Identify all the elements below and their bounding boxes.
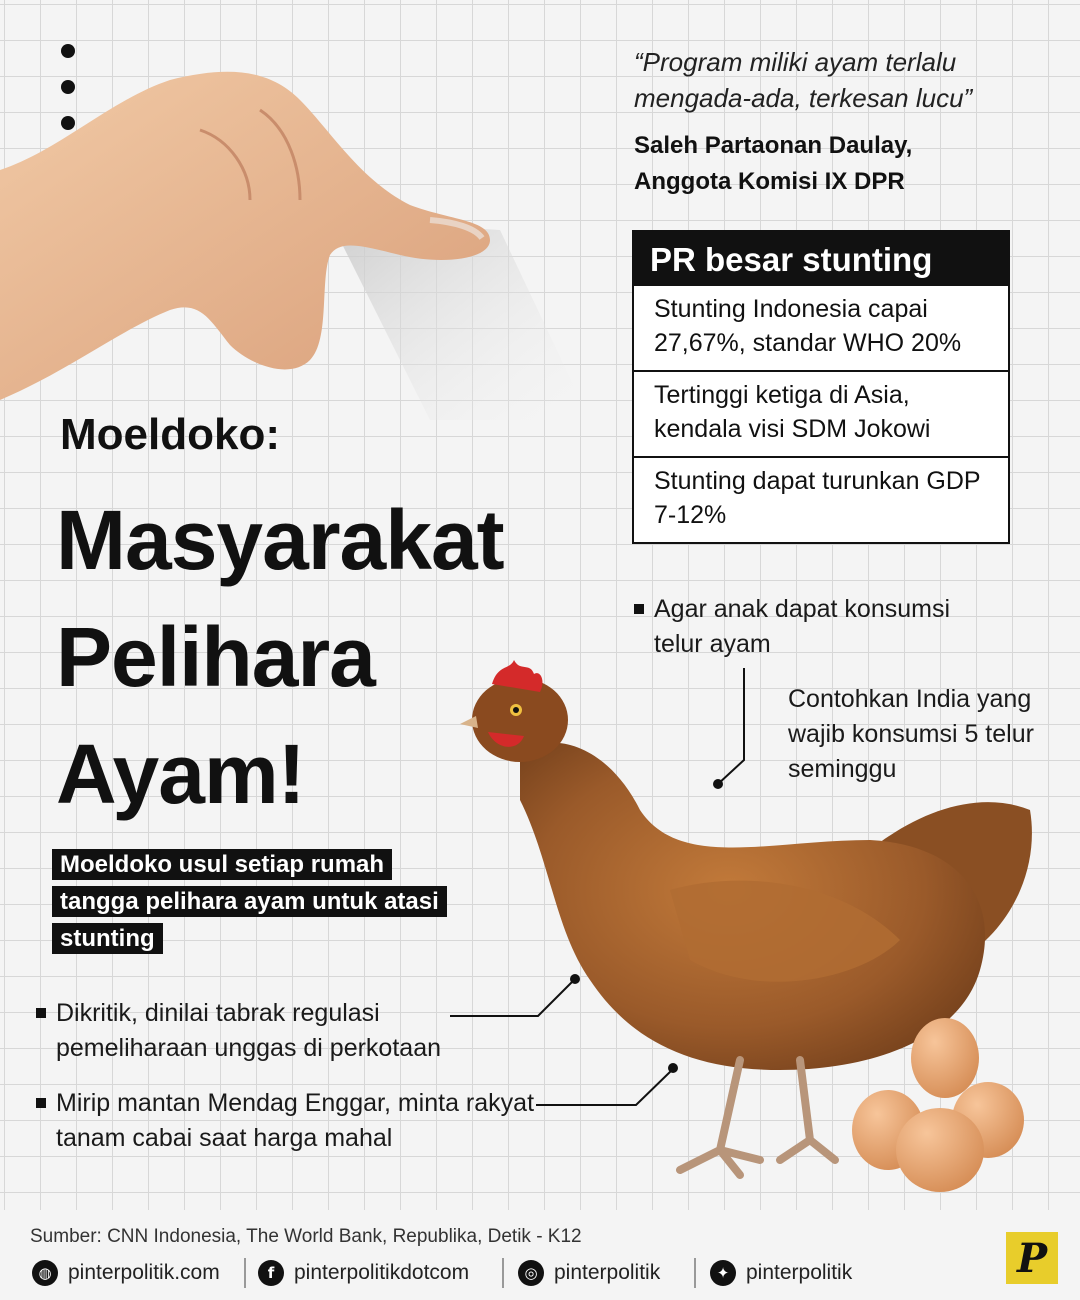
social-facebook-link[interactable] — [258, 1258, 469, 1288]
pr-box-title: PR besar stunting — [634, 232, 1008, 284]
summary-block — [52, 846, 452, 957]
summary-text: Moeldoko usul setiap rumah tangga pelihara ayam untuk atasi stunting — [52, 849, 447, 954]
callout-egg — [634, 592, 954, 662]
pr-box-item: Stunting dapat turunkan GDP 7-12% — [634, 456, 1008, 542]
bullet-square-icon — [36, 1098, 46, 1108]
headline-line: Ayam! — [56, 727, 305, 821]
bullet-square-icon — [634, 604, 644, 614]
quote-text: “Program miliki ayam terlalu mengada-ada, terkesan lucu” — [634, 47, 973, 113]
social-instagram-label: pinterpolitik — [554, 1261, 661, 1284]
instagram-icon: ◎ — [518, 1260, 544, 1286]
quote-author-name: Saleh Partaonan Daulay, — [634, 132, 913, 159]
pr-box-item: Stunting Indonesia capai 27,67%, standar WHO 20% — [634, 284, 1008, 370]
social-facebook-label: pinterpolitikdotcom — [294, 1261, 470, 1284]
callout-india: Contohkan India yang wajib konsumsi 5 telur seminggu — [788, 685, 1034, 783]
social-website-label: pinterpolitik.com — [68, 1261, 220, 1284]
pr-stunting-box — [632, 230, 1010, 544]
footer-divider — [244, 1258, 246, 1288]
footer-divider — [502, 1258, 504, 1288]
footer-divider — [694, 1258, 696, 1288]
callout-criticism-text: Dikritik, dinilai tabrak regulasi pemeliharaan unggas di perkotaan — [56, 999, 441, 1062]
callout-egg-text: Agar anak dapat konsumsi telur ayam — [654, 595, 951, 658]
globe-icon: ◍ — [32, 1260, 58, 1286]
social-twitter-link[interactable] — [710, 1258, 852, 1288]
callout-criticism — [36, 996, 516, 1066]
bullet-square-icon — [36, 1008, 46, 1018]
callout-cabai — [36, 1086, 556, 1156]
social-twitter-label: pinterpolitik — [746, 1261, 853, 1284]
source-text: Sumber: CNN Indonesia, The World Bank, Republika, Detik - K12 — [30, 1226, 582, 1247]
pointing-hand-illustration — [0, 40, 600, 460]
headline-line: Masyarakat — [56, 493, 504, 587]
twitter-icon: ✦ — [710, 1260, 736, 1286]
headline-line: Pelihara — [56, 610, 375, 704]
social-instagram-link[interactable] — [518, 1258, 660, 1288]
quote-author-role: Anggota Komisi IX DPR — [634, 168, 905, 195]
quote-author — [634, 128, 1054, 200]
social-website-link[interactable] — [32, 1258, 220, 1288]
headline — [56, 482, 616, 833]
headline-kicker: Moeldoko: — [60, 410, 280, 459]
pinterpolitik-logo[interactable]: P — [1006, 1232, 1058, 1284]
facebook-icon: f — [258, 1260, 284, 1286]
pr-box-item: Tertinggi ketiga di Asia, kendala visi SDM Jokowi — [634, 370, 1008, 456]
callout-cabai-text: Mirip mantan Mendag Enggar, minta rakyat tanam cabai saat harga mahal — [56, 1089, 535, 1152]
